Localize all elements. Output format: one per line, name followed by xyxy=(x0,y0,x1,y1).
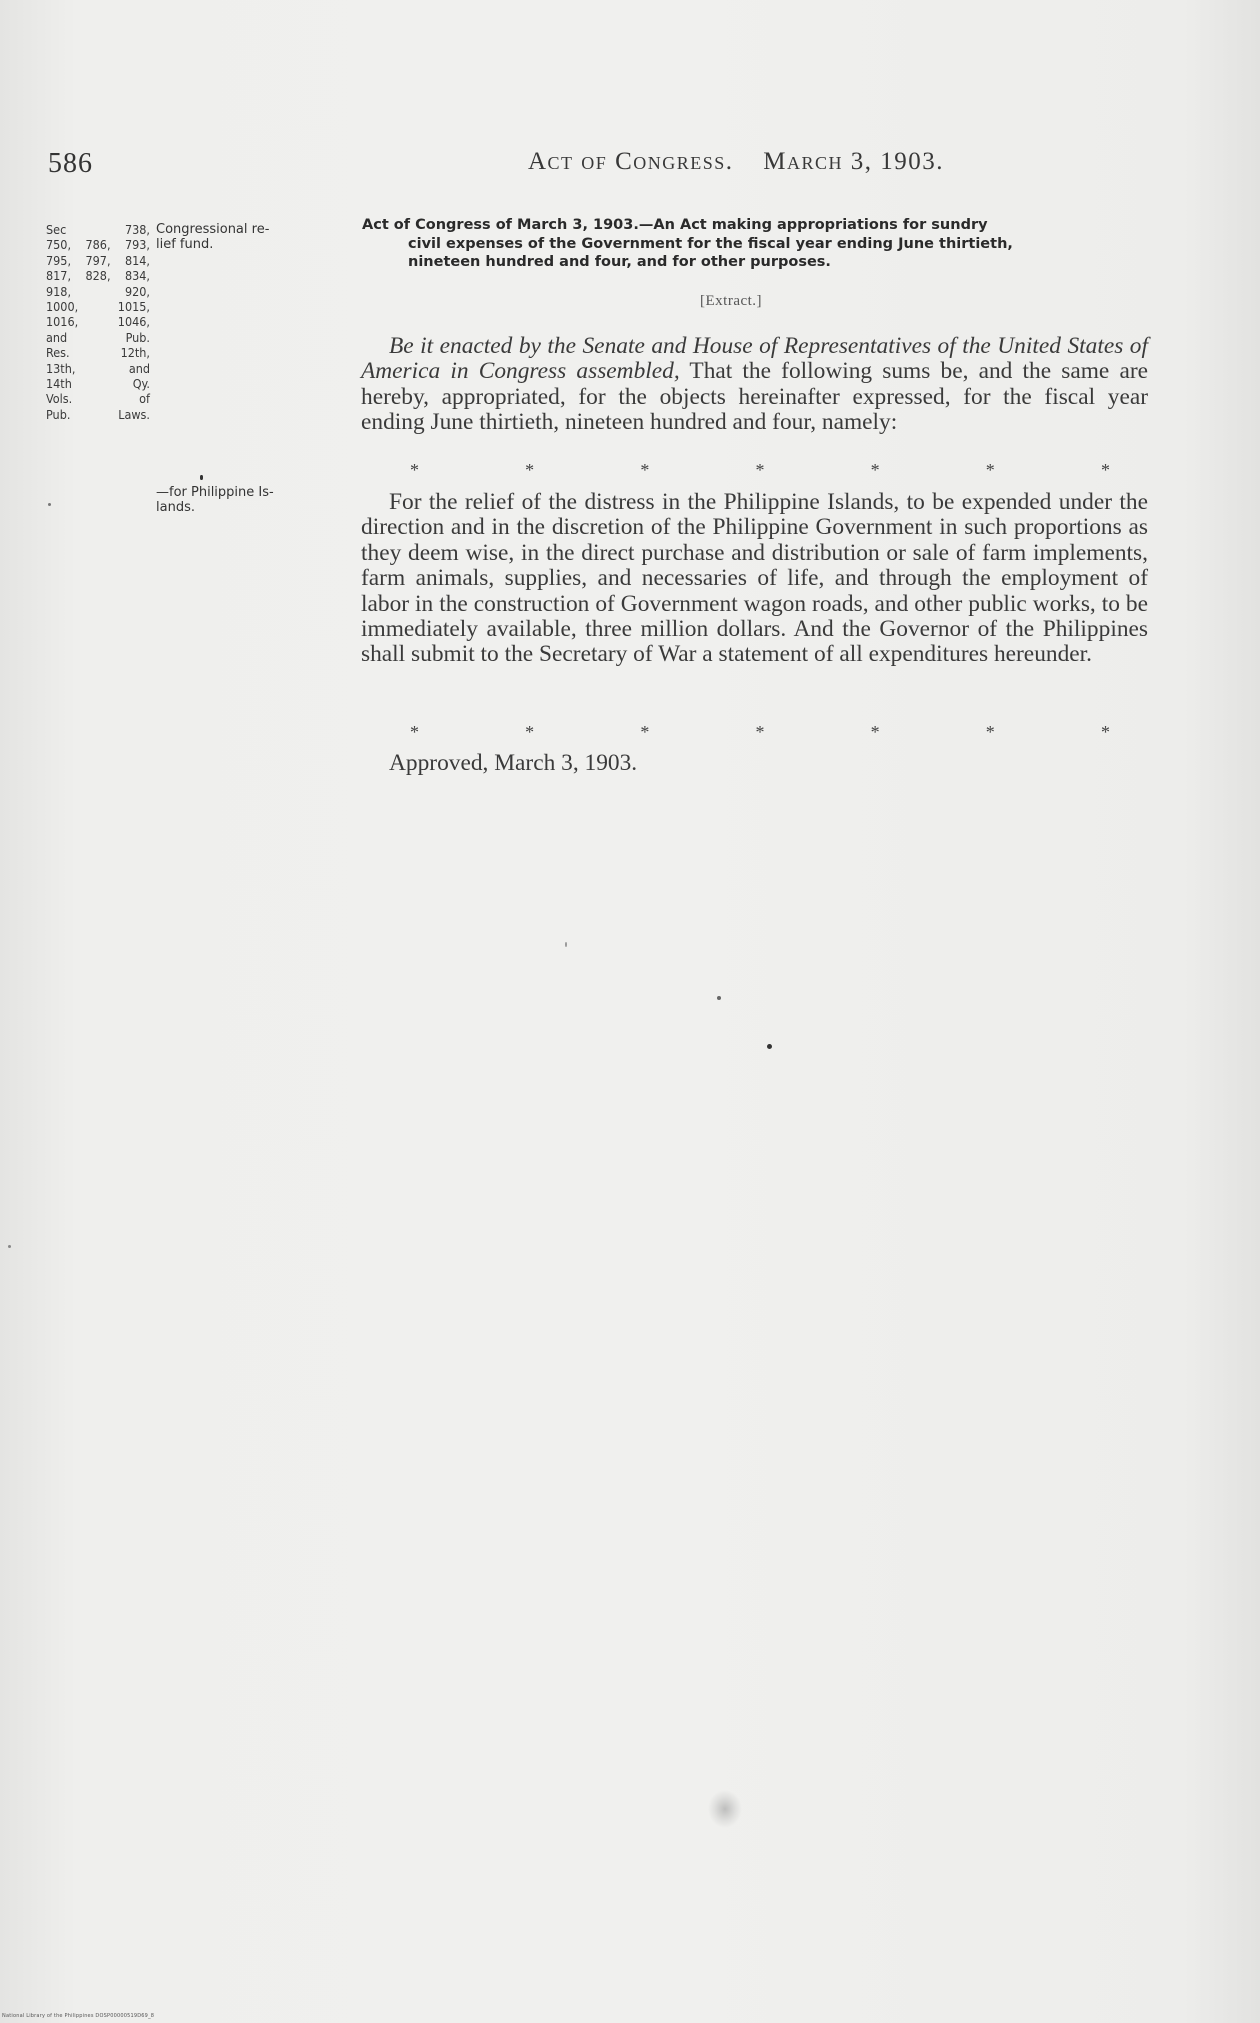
citation-line: 1000, 1015, xyxy=(46,299,150,315)
citation-line: 1016, 1046, xyxy=(46,314,150,330)
star-glyph: * xyxy=(410,460,419,480)
star-glyph: * xyxy=(525,460,535,480)
act-heading-line: nineteen hundred and four, and for other purposes. xyxy=(408,254,831,270)
scan-speck xyxy=(48,503,51,506)
star-glyph: * xyxy=(1100,460,1110,480)
running-head-title: Act of Congress. xyxy=(528,148,734,175)
enacting-clause-italic: Be it enacted by the Senate and House of Representatives of the United States of America in Congress assembled, xyxy=(361,333,1148,385)
star-glyph: * xyxy=(870,460,880,480)
citation-line: 795, 797, 814, xyxy=(46,252,150,268)
relief-paragraph xyxy=(361,490,1148,668)
star-glyph: * xyxy=(640,722,650,742)
enacting-clause-text: That the following sums be, and the same are hereby, appropriated, for the objects hereinafter expressed, for the fiscal year ending June thirtieth, nineteen hundred and four, namely: xyxy=(361,358,1148,436)
star-glyph: * xyxy=(755,722,765,742)
citation-line: 817, 828, 834, xyxy=(46,268,150,284)
act-heading xyxy=(362,216,1150,272)
star-glyph: * xyxy=(1100,722,1110,742)
act-heading-line: Act of Congress of March 3, 1903.—An Act making appropriations for sundry xyxy=(362,217,988,233)
star-glyph: * xyxy=(985,460,995,480)
citation-line: Vols. of xyxy=(46,391,150,407)
star-glyph: * xyxy=(410,722,419,742)
scan-speck xyxy=(717,996,721,1000)
margin-note-line: —for Philippine Is- xyxy=(156,485,274,500)
margin-note-line: lief fund. xyxy=(156,237,214,252)
star-glyph: * xyxy=(525,722,535,742)
margin-note-line: lands. xyxy=(156,500,195,515)
citation-line: 14th Qy. xyxy=(46,376,150,392)
scan-credit: National Library of the Philippines DOSP00000519D69_8 xyxy=(2,2013,155,2019)
scan-smudge xyxy=(708,1790,742,1828)
citation-line: Pub. Laws. xyxy=(46,406,150,422)
margin-dot xyxy=(200,475,203,480)
citation-line: Res. 12th, xyxy=(46,345,150,361)
citation-line: 13th, and xyxy=(46,360,150,376)
citation-line: Sec 738, xyxy=(46,222,150,237)
star-glyph: * xyxy=(640,460,650,480)
running-head xyxy=(528,148,966,176)
running-head-date: March 3, 1903. xyxy=(763,148,945,175)
margin-note-relief-fund xyxy=(156,222,352,252)
margin-note-philippine-islands xyxy=(156,485,352,515)
page-number: 586 xyxy=(48,148,93,179)
enacting-clause xyxy=(361,334,1148,436)
citation-line: 750, 786, 793, xyxy=(46,237,150,253)
star-glyph: * xyxy=(755,460,765,480)
approval-line: Approved, March 3, 1903. xyxy=(389,750,638,776)
citation-line: 918, 920, xyxy=(46,283,150,299)
margin-note-line: Congressional re- xyxy=(156,222,270,237)
scan-speck xyxy=(767,1044,772,1049)
ellipsis-stars xyxy=(410,722,1110,743)
act-heading-line: civil expenses of the Government for the fiscal year ending June thirtieth, xyxy=(408,235,1013,252)
ellipsis-stars xyxy=(410,460,1110,481)
citation-line: and Pub. xyxy=(46,329,150,345)
scan-speck xyxy=(565,942,567,947)
star-glyph: * xyxy=(985,722,995,742)
margin-citation xyxy=(46,222,150,422)
relief-paragraph-text: For the relief of the distress in the Philippine Islands, to be expended under the direction and in the discretion of the Philippine Government in such proportions as they deem wise, in the direct purchase and distribution or sale of farm implements, farm animals, supplies, and necessaries of life, and through the employment of labor in the construction of Government wagon roads, and other public works, to be immediately available, three million dollars. And the Governor of the Philippines shall submit to the Secretary of War a statement of all expenditures hereunder. xyxy=(361,489,1148,668)
scan-speck xyxy=(8,1245,11,1248)
extract-label: [Extract.] xyxy=(700,293,763,309)
star-glyph: * xyxy=(870,722,880,742)
